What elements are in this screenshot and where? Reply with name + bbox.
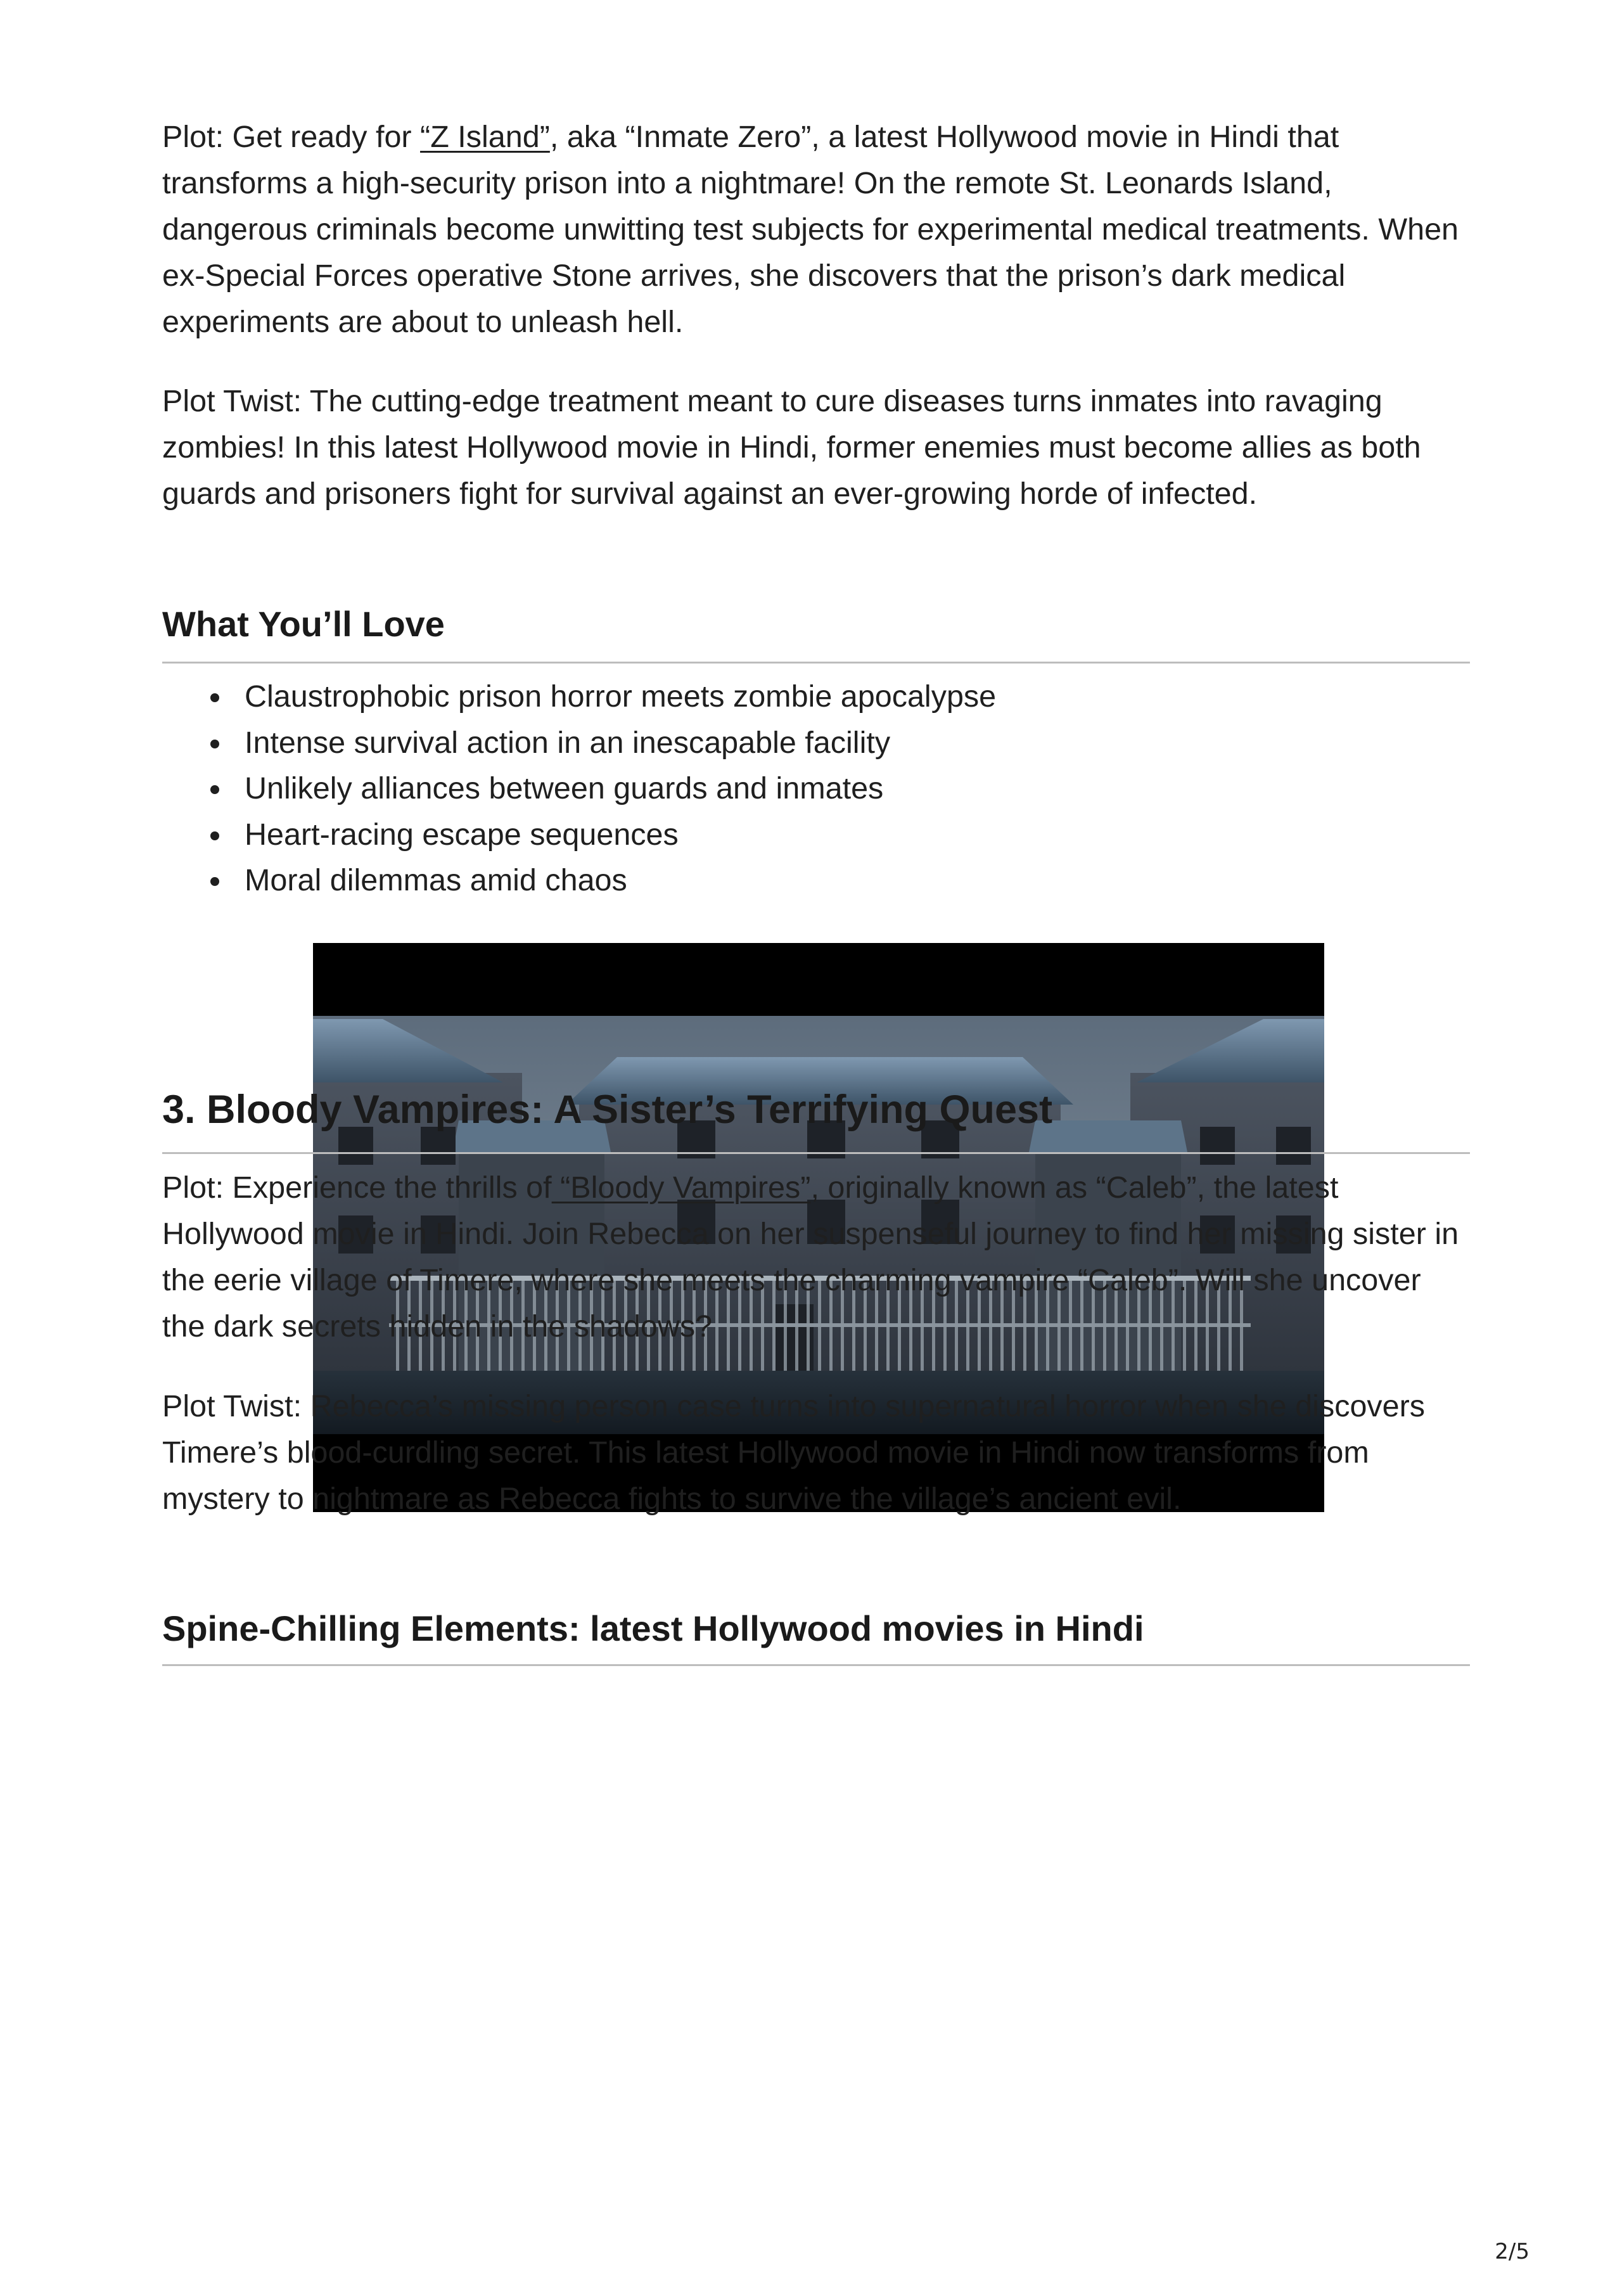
list-item: Intense survival action in an inescapable facility [162,720,1470,766]
plot-prefix: Plot: Get ready for [162,120,421,154]
bullet-icon [210,693,219,702]
plot-suffix: , aka “Inmate Zero”, a latest Hollywood movie in Hindi that transforms a high-security prison into a nightmare! On the remote St. Leonards Island, dangerous criminals become unwitting test subjects for experimental medical treatments. When ex-Special Forces operative Stone arrives, she discovers that the prison’s dark medical experiments are about to unleash hell. [162,120,1459,339]
love-list [162,674,1470,904]
z-island-plot-twist: Plot Twist: The cutting-edge treatment meant to cure diseases turns inmates into ravaging zombies! In this latest Hollywood movie in Hindi, former enemies must become allies as both guards and prisoners fight for survival against an ever-growing horde of infected. [162,384,1421,511]
list-item: Heart-racing escape sequences [162,812,1470,858]
plot-suffix: , originally known as “Caleb”, the latest Hollywood movie in Hindi. Join Rebecca on her suspenseful journey to find her missing sister in the eerie village of Timere, where she meets the charming vampire “Caleb”. Will she uncover the dark secrets hidden in the shadows? [162,1170,1459,1344]
z-island-link[interactable]: “Z Island” [420,120,550,154]
plot-prefix: Plot: Experience the thrills of [162,1170,552,1205]
bloody-vampires-link[interactable]: “Bloody Vampires” [551,1170,811,1205]
list-item: Moral dilemmas amid chaos [162,857,1470,904]
bloody-vampires-plot [162,1165,1470,1350]
bullet-icon [210,877,219,886]
bloody-vampires-plot-twist: Plot Twist: Rebecca’s missing person case turns into supernatural horror when she discovers Timere’s blood-curdling secret. This latest Hollywood movie in Hindi now transforms from mystery to nightmare as Rebecca fights to survive the village’s ancient evil. [162,1389,1426,1516]
bullet-icon [210,740,219,748]
heading-divider [162,1664,1470,1666]
section-divider [162,1152,1470,1154]
bullet-icon [210,785,219,794]
what-youll-love-heading: What You’ll Love [162,604,445,644]
spine-chilling-heading: Spine-Chilling Elements: latest Hollywood movies in Hindi [162,1608,1144,1648]
heading-divider [162,662,1470,664]
z-island-plot [162,114,1470,345]
bloody-vampires-heading: 3. Bloody Vampires: A Sister’s Terrifying Quest [162,1087,1053,1132]
page-number: 2/5 [1495,2239,1529,2264]
list-item: Unlikely alliances between guards and inmates [162,766,1470,812]
list-item: Claustrophobic prison horror meets zombie apocalypse [162,674,1470,720]
bullet-icon [210,831,219,840]
